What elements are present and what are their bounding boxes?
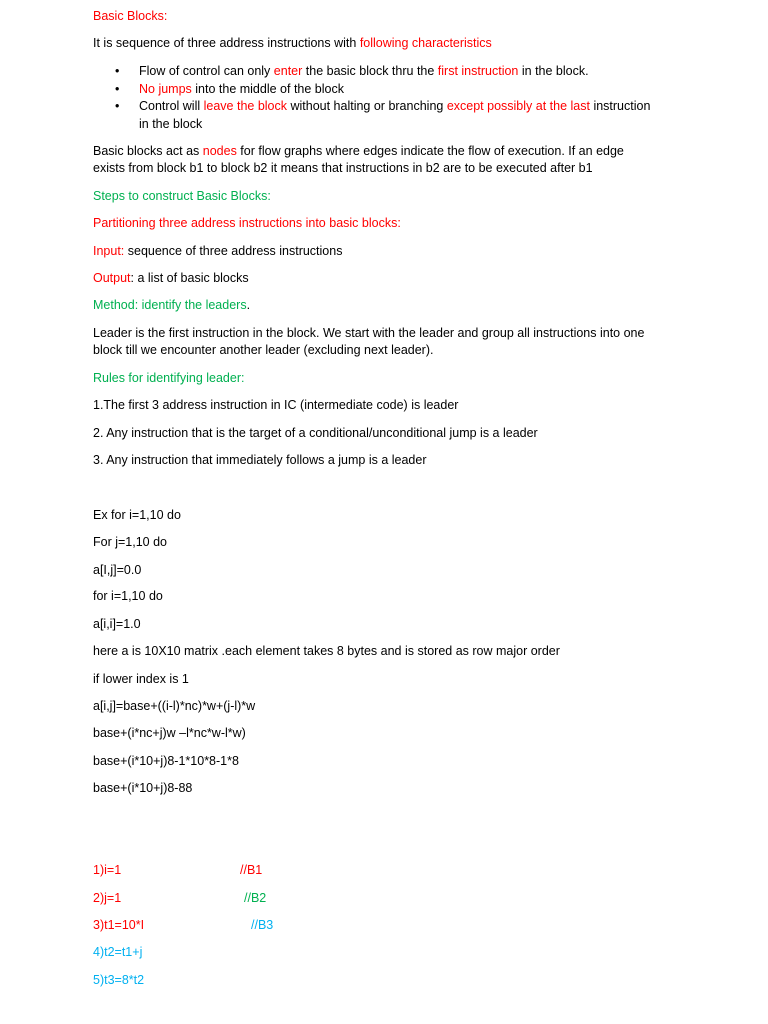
intro-text: It is sequence of three address instructions with [93, 36, 360, 50]
bullet-highlight: leave the block [203, 99, 287, 113]
page-title: Basic Blocks: [93, 9, 168, 23]
example-line: Ex for i=1,10 do [93, 508, 181, 522]
bullet-text: instruction in the block [139, 99, 651, 131]
example-line: a[i,i]=1.0 [93, 617, 141, 631]
bullet-highlight: enter [273, 64, 303, 78]
input-text: sequence of three address instructions [124, 244, 343, 258]
code-line: 5)t3=8*t2 [93, 973, 145, 987]
bullet-text: the basic block thru the [302, 64, 438, 78]
block-comment: //B1 [240, 863, 263, 877]
code-line: 1)i=1 [93, 863, 122, 877]
nodes-highlight: nodes [202, 144, 237, 158]
leader-paragraph: Leader is the first instruction in the block. We start with the leader and group all instructions into one block till we encounter another leader (excluding next leader). [93, 326, 645, 357]
block-comment: //B3 [251, 918, 274, 932]
example-line: For j=1,10 do [93, 535, 168, 549]
list-item [93, 63, 653, 81]
paragraph-text: for flow graphs where edges indicate the flow of execution. If an edge exists from block b1 to block b2 it means that instructions in b2 are to be executed after b1 [93, 144, 624, 175]
example-line: base+(i*10+j)8-1*10*8-1*8 [93, 754, 239, 768]
intro-line [93, 35, 492, 52]
list-item [93, 81, 653, 99]
example-line: here a is 10X10 matrix .each element takes 8 bytes and is stored as row major order [93, 644, 560, 658]
method-label: Method: identify the leaders [93, 298, 247, 312]
output-text: : a list of basic blocks [130, 271, 249, 285]
characteristics-list [93, 63, 653, 133]
bullet-icon: • [115, 99, 120, 113]
rule-2: 2. Any instruction that is the target of a conditional/unconditional jump is a leader [93, 426, 538, 440]
example-line: base+(i*10+j)8-88 [93, 781, 193, 795]
bullet-icon: • [115, 64, 120, 78]
partition-heading: Partitioning three address instructions into basic blocks: [93, 216, 401, 230]
bullet-text: in the block. [518, 64, 589, 78]
rule-1: 1.The first 3 address instruction in IC (intermediate code) is leader [93, 398, 459, 412]
bullet-text: Flow of control can only [139, 64, 274, 78]
output-line [93, 270, 249, 287]
input-line [93, 243, 342, 260]
bullet-text: into the middle of the block [191, 81, 344, 96]
input-label: Input: [93, 244, 125, 258]
rules-heading: Rules for identifying leader: [93, 371, 245, 385]
output-label: Output [93, 271, 131, 285]
method-line [93, 297, 250, 314]
method-text: . [246, 298, 251, 312]
intro-highlight: following characteristics [359, 36, 492, 50]
rule-3: 3. Any instruction that immediately follows a jump is a leader [93, 453, 427, 467]
bullet-highlight: except possibly at the last [446, 99, 590, 113]
example-line: base+(i*nc+j)w –l*nc*w-l*w) [93, 726, 246, 740]
code-line: 2)j=1 [93, 891, 122, 905]
code-line: 3)t1=10*I [93, 918, 145, 932]
bullet-text: without halting or branching [287, 99, 447, 113]
steps-heading: Steps to construct Basic Blocks: [93, 189, 271, 203]
paragraph-text: Basic blocks act as [93, 144, 203, 158]
example-line: a[I,j]=0.0 [93, 563, 142, 577]
bullet-text: Control will [139, 99, 204, 113]
bullet-icon: • [115, 81, 120, 96]
block-comment: //B2 [244, 891, 267, 905]
flow-graph-paragraph [93, 143, 658, 177]
bullet-highlight: first instruction [437, 64, 519, 78]
list-item [93, 98, 653, 133]
example-line: a[i,j]=base+((i-l)*nc)*w+(j-l)*w [93, 699, 256, 713]
bullet-highlight: No jumps [139, 81, 192, 96]
example-line: for i=1,10 do [93, 589, 163, 603]
example-line: if lower index is 1 [93, 672, 189, 686]
code-line: 4)t2=t1+j [93, 945, 143, 959]
